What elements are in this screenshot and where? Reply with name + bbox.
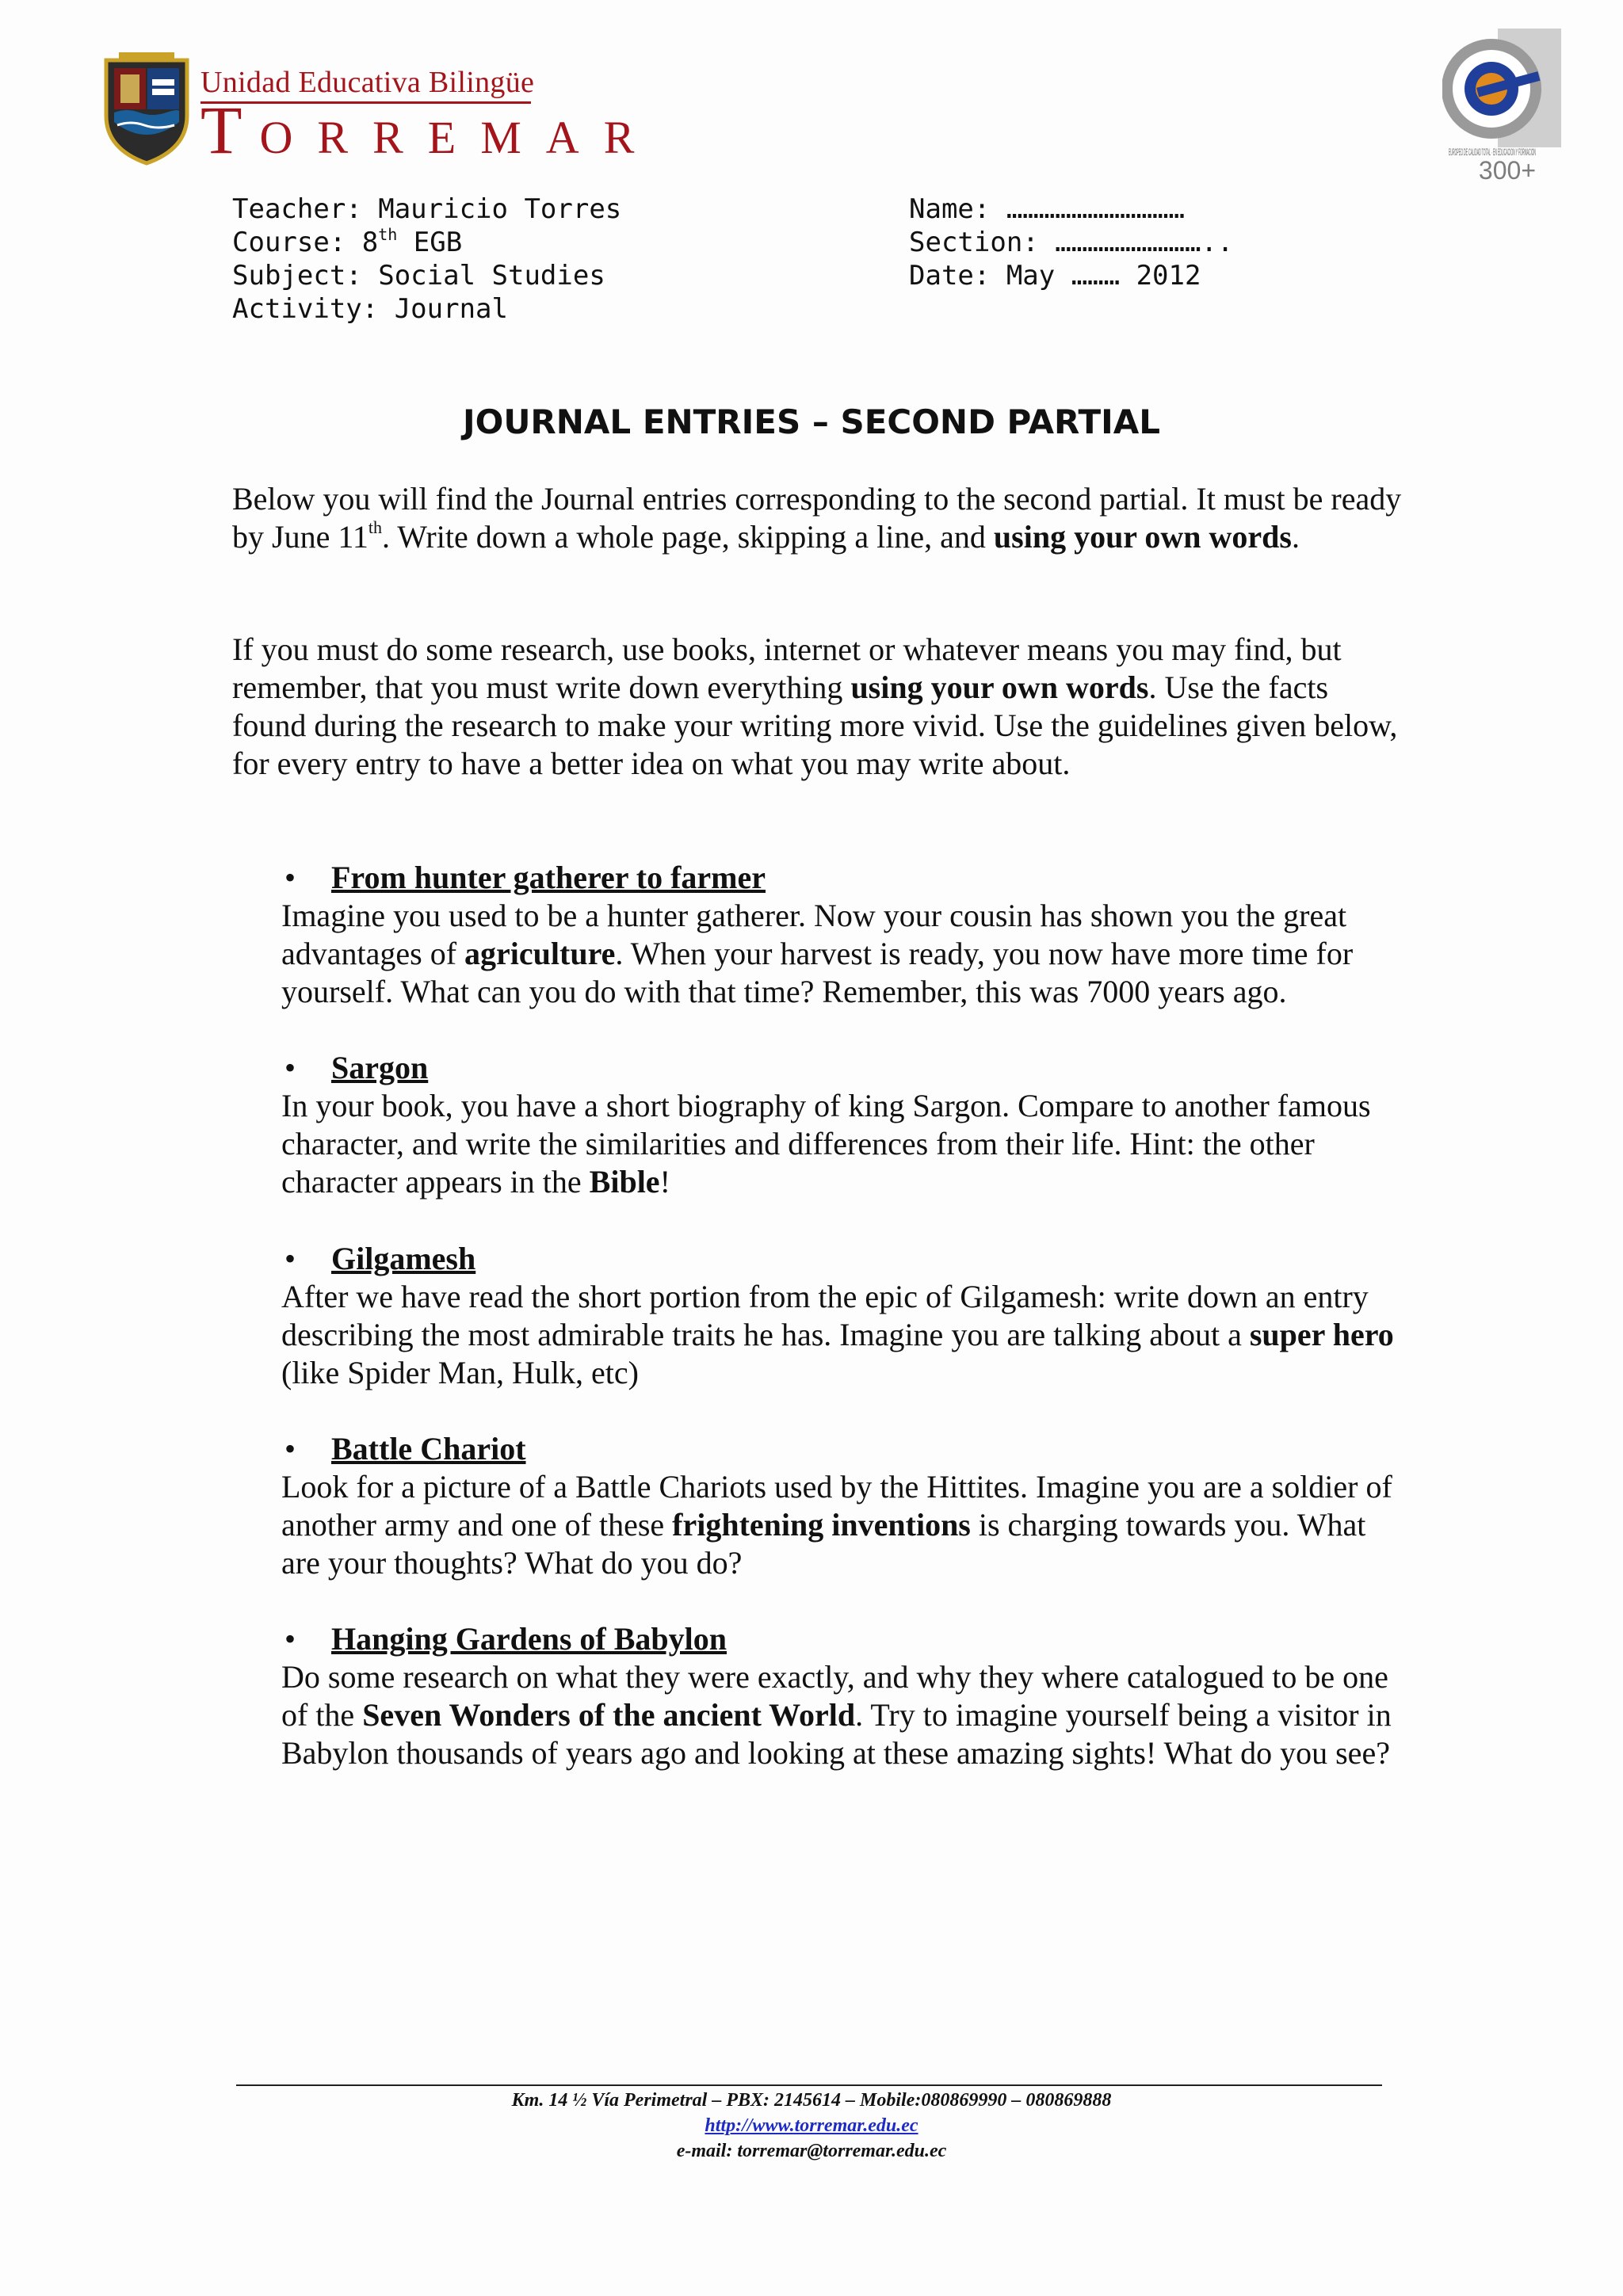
teacher-line: Teacher: Mauricio Torres [232,193,622,225]
entry-text-b: (like Spider Man, Hulk, etc) [281,1355,639,1390]
bullet-icon: • [285,1621,296,1657]
name-field: Name: …………………………… [909,193,1185,225]
course-suffix: EGB [397,227,463,258]
entry-text-a: In your book, you have a short biography of king Sargon. Compare to another famous character, and write the similarities and differences from their life. Hint: the other character appears in the [281,1088,1371,1199]
page-title: JOURNAL ENTRIES – SECOND PARTIAL [463,402,1160,441]
entry-text-b: ! [659,1164,670,1199]
intro2-emphasis: using your own words [850,669,1149,705]
info-right-column [909,193,1233,292]
entry-text-a: After we have read the short portion from the epic of Gilgamesh: write down an entry describing the most admirable traits he has. Imagine you are talking about a [281,1279,1369,1352]
footer-website-link[interactable]: http://www.torremar.edu.ec [705,2115,918,2136]
entry-heading: Sargon [331,1050,429,1085]
entry-heading: Battle Chariot [331,1431,526,1466]
intro1-emphasis: using your own words [993,519,1292,555]
journal-entry [281,1620,1407,1772]
bullet-icon: • [285,1241,296,1276]
entry-emphasis: agriculture [464,936,616,971]
footer-address: Km. 14 ½ Vía Perimetral – PBX: 2145614 – Mobile:080869990 – 080869888 [511,2090,1112,2111]
entry-heading: Hanging Gardens of Babylon [331,1621,727,1657]
seal-number: 300+ [1478,156,1536,184]
entry-text-b: . When your harvest is ready, you now have more time for yourself. What can you do with that time? Remember, this was 7000 years ago. [281,936,1354,1009]
entry-text-a: Look for a picture of a Battle Chariots used by the Hittites. Imagine you are a soldier of another army and one of these [281,1469,1392,1543]
footer-email: e-mail: torremar@torremar.edu.ec [676,2141,947,2161]
section-field: Section: ……………………….. [909,227,1234,258]
date-field: Date: May ……… 2012 [909,260,1201,292]
entry-text-b: . Try to imagine yourself being a visitor in Babylon thousands of years ago and looking at these amazing sights! What do you see? [281,1697,1392,1771]
footer-divider [236,2084,1382,2086]
intro2-text-b: . Use the facts found during the research to make your writing more vivid. Use the guidelines given below, for every entry to have a better idea on what you may write about. [232,669,1398,781]
journal-entry [281,1240,1407,1392]
entry-emphasis: Seven Wonders of the ancient World [362,1697,856,1733]
course-line [232,226,621,259]
intro1-text-a: Below you will find the Journal entries corresponding to the second partial. It must be ready by June 11 [232,481,1402,555]
intro-paragraph-2 [232,631,1405,783]
info-left-column [232,193,621,326]
entry-heading: From hunter gatherer to farmer [331,860,766,895]
intro2-text-a: If you must do some research, use books, internet or whatever means you may find, but remember, that you must write down everything [232,631,1342,705]
quality-seal-logo [1442,29,1561,184]
school-name-line1: Unidad Educativa Bilingüe [200,66,535,99]
subject-line: Subject: Social Studies [232,260,605,292]
journal-entry [281,859,1407,1011]
course-prefix: Course: 8 [232,227,379,258]
entry-emphasis: super hero [1249,1317,1394,1352]
entry-text-b: is charging towards you. What are your thoughts? What do you do? [281,1507,1366,1581]
school-name-rest: ORREMAR [259,112,659,163]
school-name-line2 [200,92,659,168]
journal-entry [281,1049,1407,1201]
bullet-icon: • [285,1431,296,1466]
journal-entry [281,1430,1407,1582]
entry-text-a: Do some research on what they were exactly, and why they where catalogued to be one of the [281,1659,1388,1733]
activity-line: Activity: Journal [232,293,508,325]
bullet-icon: • [285,1050,296,1085]
school-name-initial: T [200,92,260,168]
school-crest-logo [103,52,190,166]
entry-emphasis: Bible [589,1164,660,1199]
entry-text-a: Imagine you used to be a hunter gatherer. Now your cousin has shown you the great advantages of [281,898,1347,971]
seal-caption: EUROPEO DE CALIDAD TOTAL · EN EDUCACION Y FORMACION [1449,147,1536,158]
bullet-icon: • [285,860,296,895]
intro1-superscript: th [368,517,382,537]
intro1-text-b: . Write down a whole page, skipping a line, and [381,519,994,555]
course-superscript: th [378,225,398,244]
intro1-text-c: . [1291,519,1300,555]
entry-heading: Gilgamesh [331,1241,476,1276]
entry-emphasis: frightening inventions [672,1507,971,1543]
intro-paragraph-1 [232,480,1405,556]
